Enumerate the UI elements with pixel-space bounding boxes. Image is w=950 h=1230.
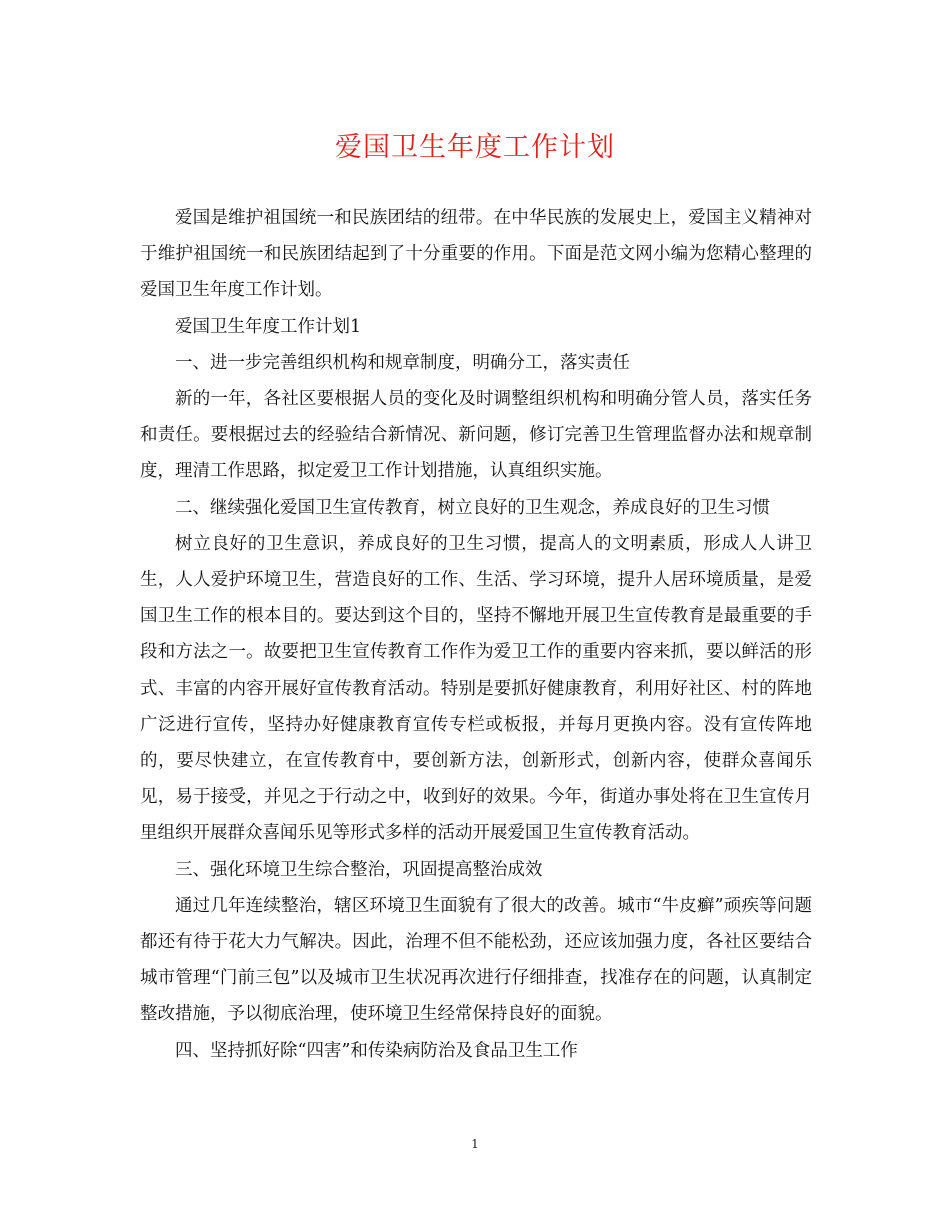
paragraph-section-2-body: 树立良好的卫生意识，养成良好的卫生习惯，提高人的文明素质，形成人人讲卫生，人人爱护环境卫生，营造良好的工作、生活、学习环境，提升人居环境质量，是爱国卫生工作的根本目的。要达到这个目的，坚持不懈地开展卫生宣传教育是最重要的手段和方法之一。故要把卫生宣传教育工作作为爱卫工作的重要内容来抓，要以鲜活的形式、丰富的内容开展好宣传教育活动。特别是要抓好健康教育，利用好社区、村的阵地广泛进行宣传，坚持办好健康教育宣传专栏或板报，并每月更换内容。没有宣传阵地的，要尽快建立，在宣传教育中，要创新方法，创新形式，创新内容，使群众喜闻乐见，易于接受，并见之于行动之中，收到好的效果。今年，街道办事处将在卫生宣传月里组织开展群众喜闻乐见等形式多样的活动开展爱国卫生宣传教育活动。 (140, 533, 812, 844)
paragraph-section-1-heading: 一、进一步完善组织机构和规章制度，明确分工，落实责任 (175, 352, 630, 373)
paragraph-section-4-heading: 四、坚持抓好除“四害”和传染病防治及食品卫生工作 (175, 1040, 578, 1061)
paragraph-section-3-heading: 三、强化环境卫生综合整治，巩固提高整治成效 (175, 859, 543, 880)
paragraph-plan-heading: 爱国卫生年度工作计划1 (175, 316, 362, 337)
paragraph-section-1-body: 新的一年，各社区要根据人员的变化及时调整组织机构和明确分管人员，落实任务和责任。要根据过去的经验结合新情况、新问题，修订完善卫生管理监督办法和规章制度，理清工作思路，拟定爱卫工作计划措施，认真组织实施。 (140, 389, 812, 482)
document-body (140, 200, 812, 1069)
document-title: 爱国卫生年度工作计划 (335, 132, 615, 163)
page-number: 1 (471, 1137, 479, 1151)
paragraph-intro: 爱国是维护祖国统一和民族团结的纽带。在中华民族的发展史上，爱国主义精神对于维护祖国统一和民族团结起到了十分重要的作用。下面是范文网小编为您精心整理的爱国卫生年度工作计划。 (140, 208, 812, 301)
paragraph-section-3-body: 通过几年连续整治，辖区环境卫生面貌有了很大的改善。城市“牛皮癣”顽疾等问题都还有待于花大力气解决。因此，治理不但不能松劲，还应该加强力度，各社区要结合城市管理“门前三包”以及城市卫生状况再次进行仔细排查，找准存在的问题，认真制定整改措施，予以彻底治理，使环境卫生经常保持良好的面貌。 (140, 895, 812, 1025)
paragraph-section-2-heading: 二、继续强化爱国卫生宣传教育，树立良好的卫生观念，养成良好的卫生习惯 (175, 497, 770, 518)
